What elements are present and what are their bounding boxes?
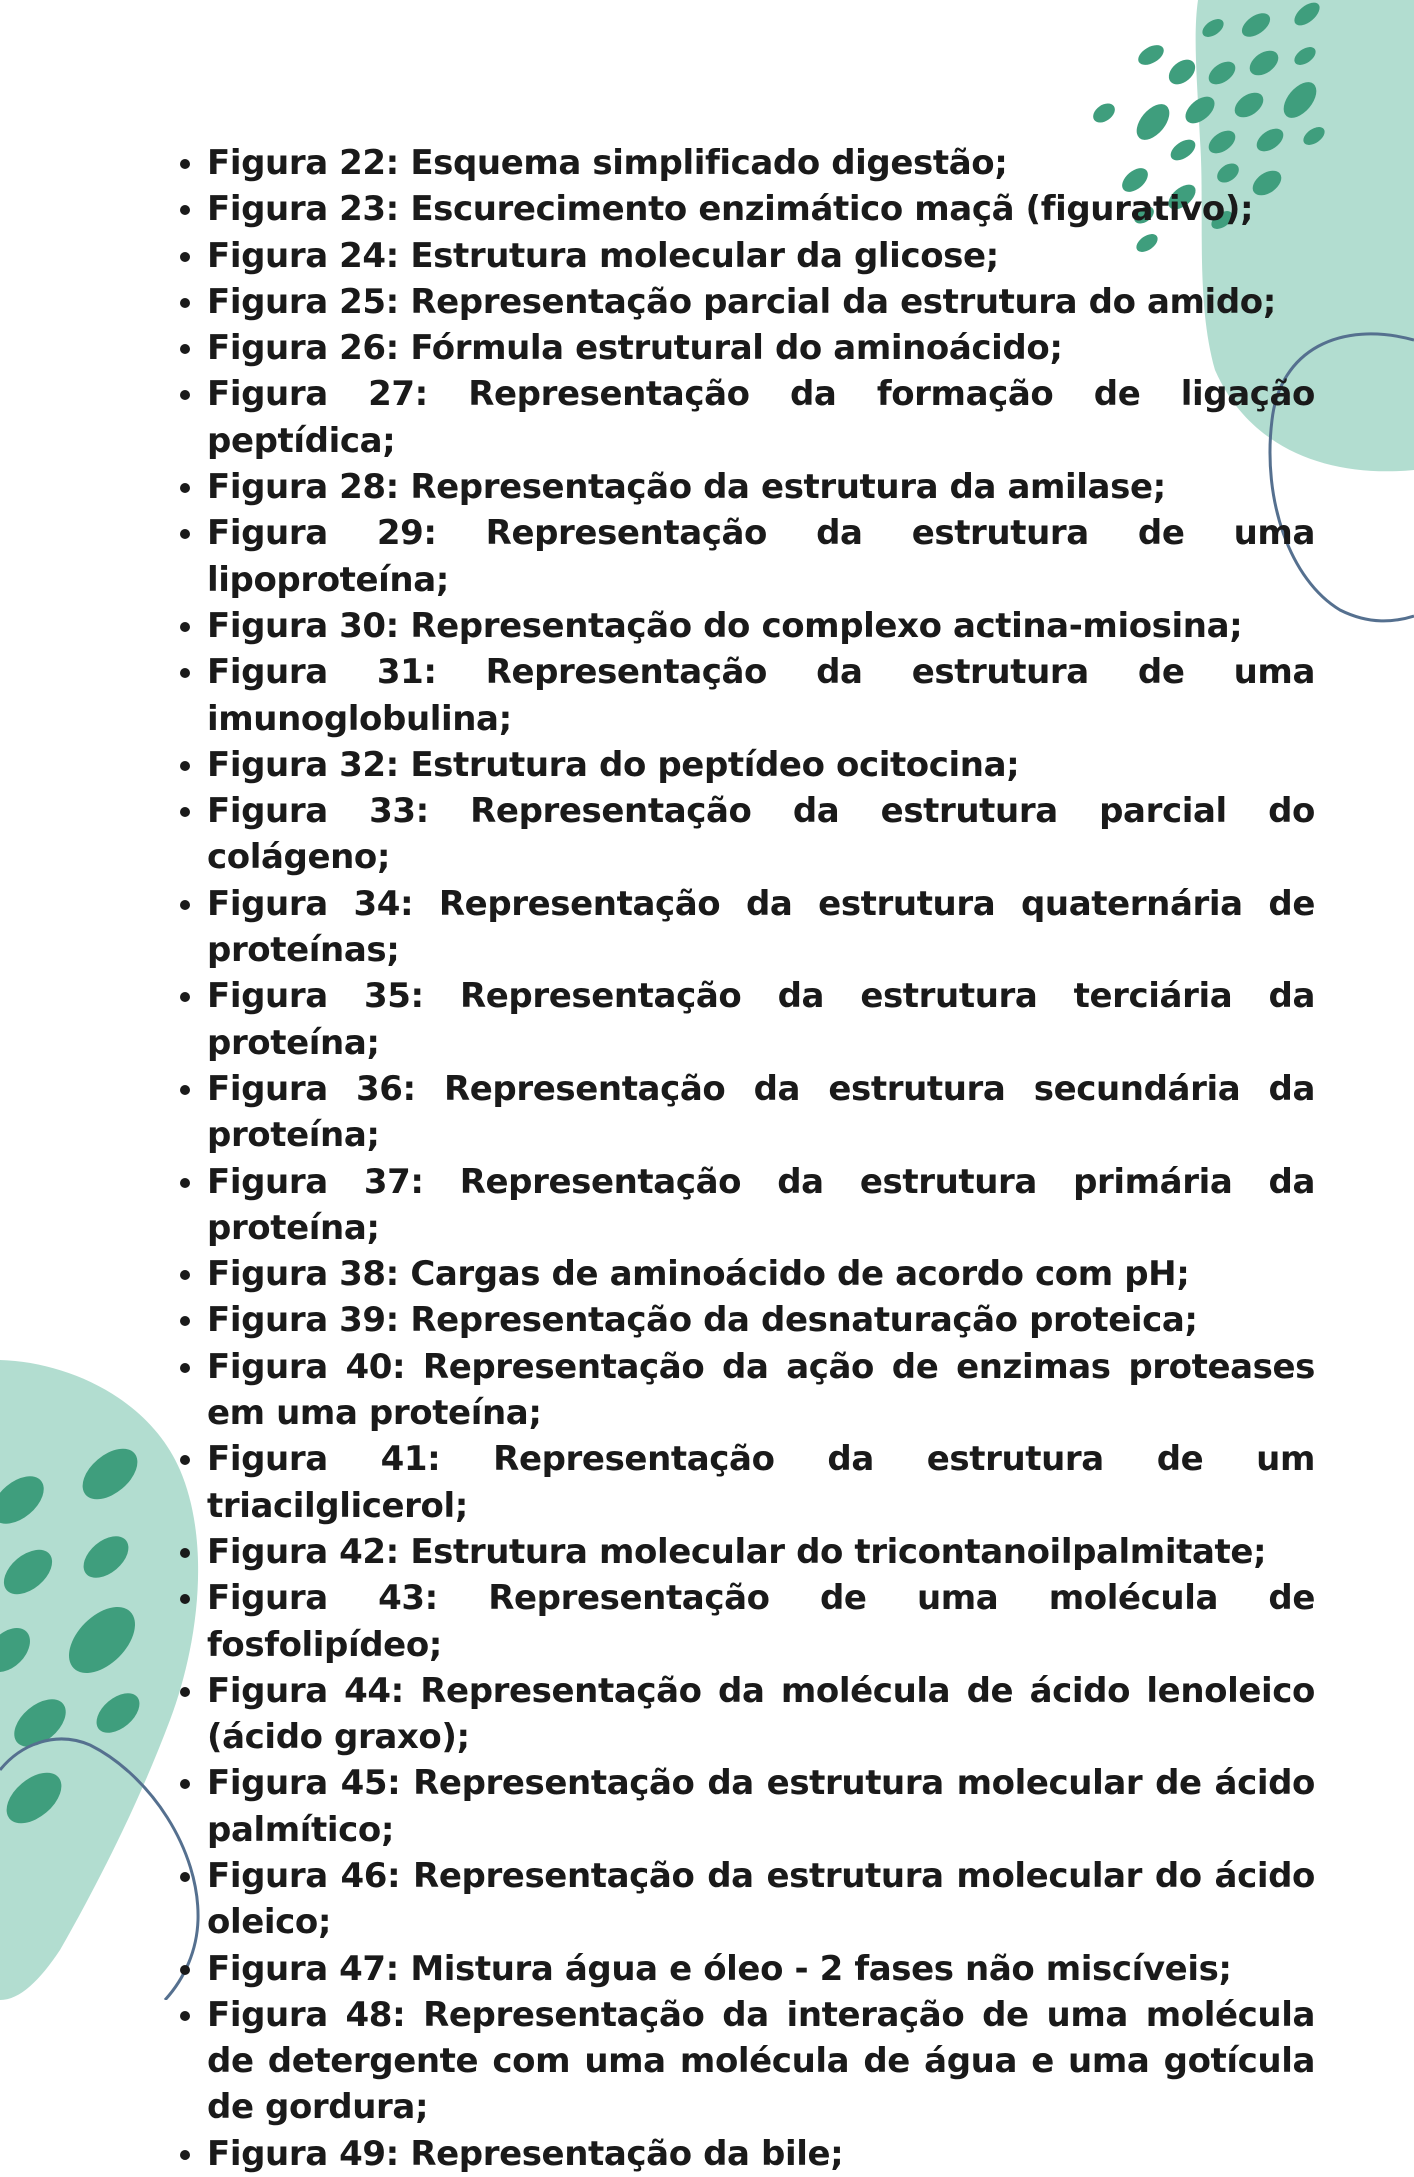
figure-list — [165, 140, 1315, 2177]
list-item: • Figura 39: Representação da desnaturação proteica; — [207, 1297, 1315, 1343]
list-item: • Figura 26: Fórmula estrutural do aminoácido; — [207, 325, 1315, 371]
list-item: • Figura 27: Representação da formação de ligação peptídica; — [207, 371, 1315, 464]
list-item: • Figura 24: Estrutura molecular da glicose; — [207, 233, 1315, 279]
list-item: • Figura 25: Representação parcial da estrutura do amido; — [207, 279, 1315, 325]
list-item: • Figura 22: Esquema simplificado digestão; — [207, 140, 1315, 186]
list-item: • Figura 29: Representação da estrutura de uma lipoproteína; — [207, 510, 1315, 603]
list-item: • Figura 41: Representação da estrutura de um triacilglicerol; — [207, 1436, 1315, 1529]
list-item: • Figura 48: Representação da interação de uma molécula de detergente com uma molécula de água e uma gotícula de gordura; — [207, 1992, 1315, 2131]
list-item: • Figura 33: Representação da estrutura parcial do colágeno; — [207, 788, 1315, 881]
list-item: • Figura 36: Representação da estrutura secundária da proteína; — [207, 1066, 1315, 1159]
list-item: • Figura 46: Representação da estrutura molecular do ácido oleico; — [207, 1853, 1315, 1946]
list-item: • Figura 23: Escurecimento enzimático maçã (figurativo); — [207, 186, 1315, 232]
list-item: • Figura 31: Representação da estrutura de uma imunoglobulina; — [207, 649, 1315, 742]
list-item: • Figura 43: Representação de uma molécula de fosfolipídeo; — [207, 1575, 1315, 1668]
list-item: • Figura 35: Representação da estrutura terciária da proteína; — [207, 973, 1315, 1066]
list-item: • Figura 30: Representação do complexo actina-miosina; — [207, 603, 1315, 649]
list-item: • Figura 28: Representação da estrutura da amilase; — [207, 464, 1315, 510]
list-item: • Figura 44: Representação da molécula de ácido lenoleico (ácido graxo); — [207, 1668, 1315, 1761]
list-item: • Figura 37: Representação da estrutura primária da proteína; — [207, 1159, 1315, 1252]
list-item: • Figura 45: Representação da estrutura molecular de ácido palmítico; — [207, 1760, 1315, 1853]
list-item: • Figura 32: Estrutura do peptídeo ocitocina; — [207, 742, 1315, 788]
list-item: • Figura 47: Mistura água e óleo - 2 fases não miscíveis; — [207, 1946, 1315, 1992]
list-item: • Figura 42: Estrutura molecular do tricontanoilpalmitate; — [207, 1529, 1315, 1575]
list-item: • Figura 49: Representação da bile; — [207, 2131, 1315, 2177]
list-item: • Figura 40: Representação da ação de enzimas proteases em uma proteína; — [207, 1344, 1315, 1437]
list-item: • Figura 34: Representação da estrutura quaternária de proteínas; — [207, 881, 1315, 974]
list-item: • Figura 38: Cargas de aminoácido de acordo com pH; — [207, 1251, 1315, 1297]
